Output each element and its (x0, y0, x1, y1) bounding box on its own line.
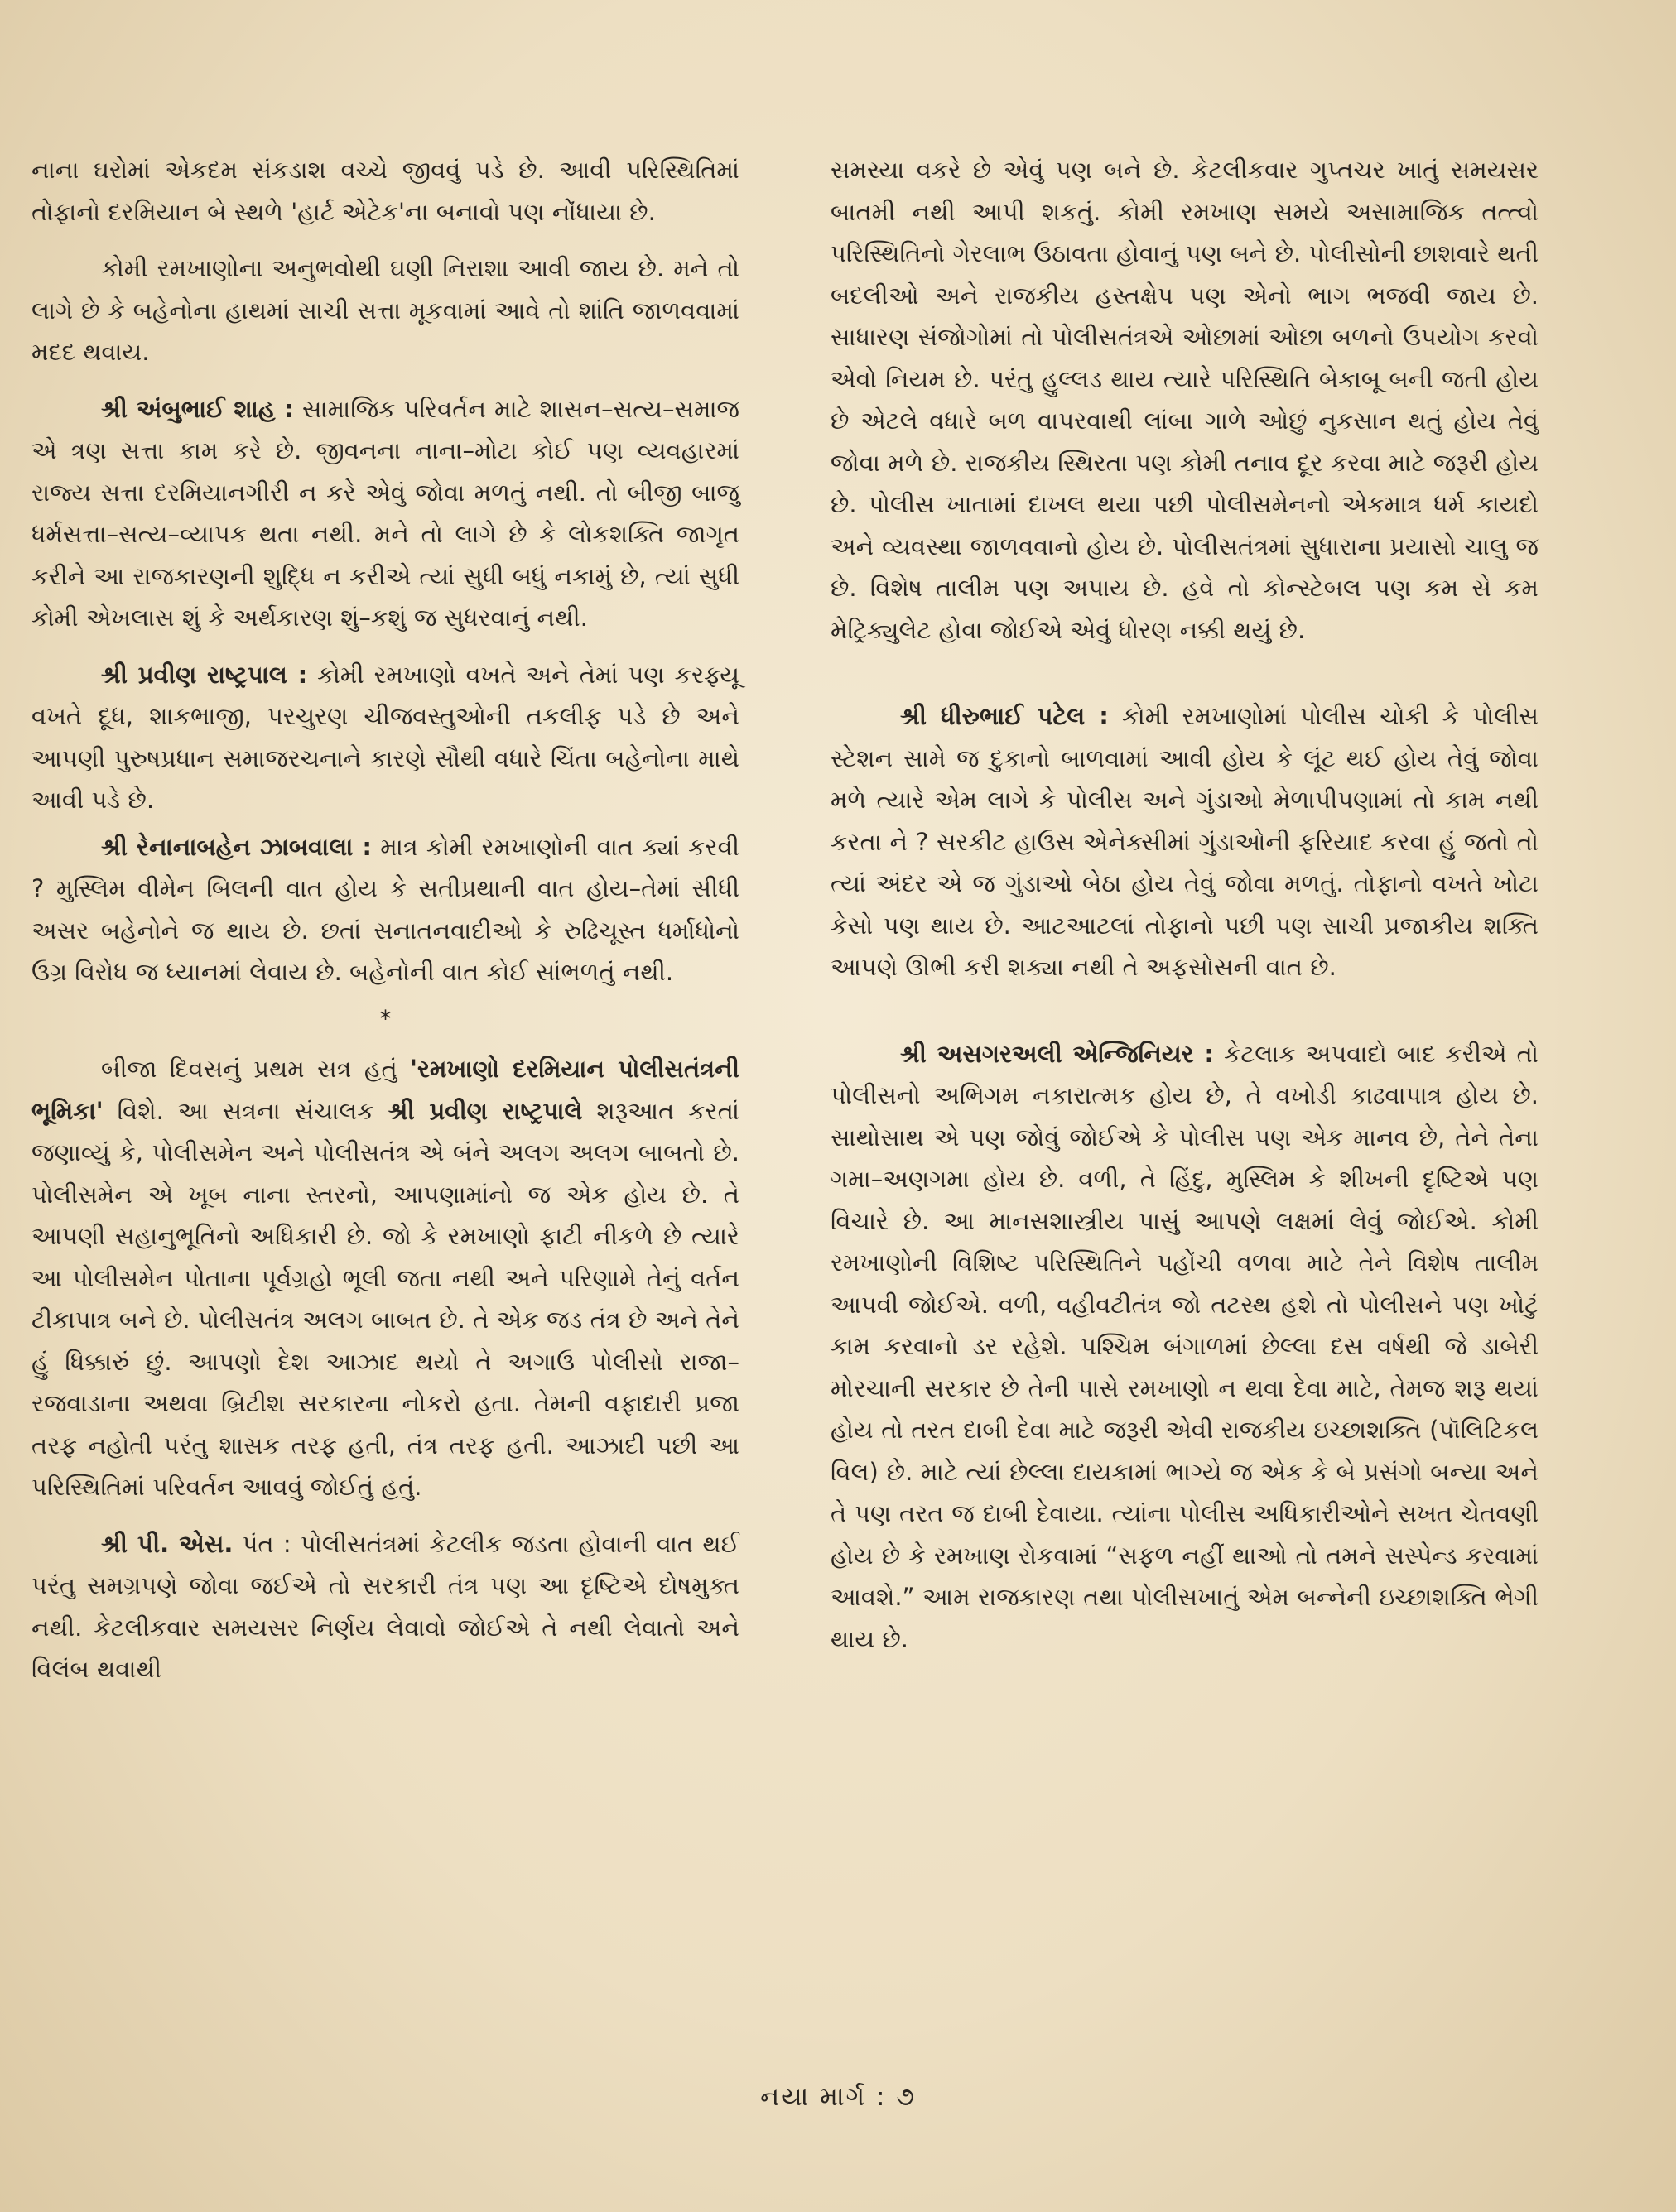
speech-text: કેટલાક અપવાદો બાદ કરીએ તો પોલીસનો અભિગમ નકારાત્મક હોય છે, તે વખોડી કાઢવાપાત્ર હોય છે. સાથોસાથ એ પણ જોવું જોઈએ કે પોલીસ પણ એક માનવ છે, તેને તેના ગમા–અણગમા હોય છે. વળી, તે હિંદુ, મુસ્લિમ કે શીખની દૃષ્ટિએ પણ વિચારે છે. આ માનસશાસ્ત્રીય પાસું આપણે લક્ષમાં લેવું જોઈએ. કોમી રમખાણોની વિશિષ્ટ પરિસ્થિતિને પહોંચી વળવા માટે તેને વિશેષ તાલીમ આપવી જોઈએ. વળી, વહીવટીતંત્ર જો તટસ્થ હશે તો પોલીસને પણ ખોટું કામ કરવાનો ડર રહેશે. પશ્ચિમ બંગાળમાં છેલ્લા દસ વર્ષથી જે ડાબેરી મોરચાની સરકાર છે તેની પાસે રમખાણો ન થવા દેવા માટે, તેમજ શરૂ થયાં હોય તો તરત દાબી દેવા માટે જરૂરી એવી રાજકીય ઇચ્છાશક્તિ (પૉલિટિકલ વિલ) છે. માટે ત્યાં છેલ્લા દાયકામાં ભાગ્યે જ એક કે બે પ્રસંગો બન્યા અને તે પણ તરત જ દાબી દેવાયા. ત્યાંના પોલીસ અધિકારીઓને સખત ચેતવણી હોય છે કે રમખાણ રોકવામાં “સફળ નહીં થાઓ તો તમને સસ્પેન્ડ કરવામાં આવશે.” આમ રાજકારણ તથા પોલીસખાતું એમ બન્નેની ઇચ્છાશક્તિ ભેગી થાય છે. (831, 1039, 1539, 1653)
paragraph-ambubhai (31, 388, 739, 639)
speaker-name: શ્રી ધીરુભાઈ પટેલ : (900, 702, 1109, 730)
right-column (831, 149, 1539, 1665)
session-lead: બીજા દિવસનું પ્રથમ સત્ર હતું (101, 1055, 411, 1083)
speaker-name: શ્રી અસગરઅલી એન્જિનિયર : (900, 1039, 1215, 1068)
session-chair: શ્રી પ્રવીણ રાષ્ટ્રપાલે (388, 1096, 583, 1125)
speaker-name: શ્રી રેનાનાબહેન ઝાબવાલા : (101, 832, 373, 861)
speech-text: માત્ર કોમી રમખાણોની વાત ક્યાં કરવી ? મુસ્લિમ વીમેન બિલની વાત હોય કે સતીપ્રથાની વાત હોય–તેમાં સીધી અસર બહેનોને જ થાય છે. છતાં સનાતનવાદીઓ કે રુઢિચૂસ્ત ધર્માધોનો ઉગ્ર વિરોધ જ ધ્યાનમાં લેવાય છે. બહેનોની વાત કોઈ સાંભળતું નથી. (31, 832, 740, 986)
left-column (31, 149, 739, 1695)
paragraph-pant-continued: સમસ્યા વકરે છે એવું પણ બને છે. કેટલીકવાર ગુપ્તચર ખાતું સમયસર બાતમી નથી આપી શકતું. કોમી રમખાણ સમયે અસામાજિક તત્ત્વો પરિસ્થિતિનો ગેરલાભ ઉઠાવતા હોવાનું પણ બને છે. પોલીસોની છાશવારે થતી બદલીઓ અને રાજકીય હસ્તક્ષેપ પણ એનો ભાગ ભજવી જાય છે. સાધારણ સંજોગોમાં તો પોલીસતંત્રએ ઓછામાં ઓછા બળનો ઉપયોગ કરવો એવો નિયમ છે. પરંતુ હુલ્લડ થાય ત્યારે પરિસ્થિતિ બેકાબૂ બની જતી હોય છે એટલે વધારે બળ વાપરવાથી લાંબા ગાળે ઓછું નુકસાન થતું હોય તેવું જોવા મળે છે. રાજકીય સ્થિરતા પણ કોમી તનાવ દૂર કરવા માટે જરૂરી હોય છે. પોલીસ ખાતામાં દાખલ થયા પછી પોલીસમેનનો એકમાત્ર ધર્મ કાયદો અને વ્યવસ્થા જાળવવાનો હોય છે. પોલીસતંત્રમાં સુધારાના પ્રયાસો ચાલુ જ છે. વિશેષ તાલીમ પણ અપાય છે. હવે તો કોન્સ્ટેબલ પણ કમ સે કમ મેટ્રિક્યુલેટ હોવા જોઈએ એવું ધોરણ નક્કી થયું છે. (831, 156, 1539, 644)
speech-text: કોમી રમખાણોમાં પોલીસ ચોકી કે પોલીસ સ્ટેશન સામે જ દુકાનો બાળવામાં આવી હોય કે લૂંટ થઈ હોય તેવું જોવા મળે ત્યારે એમ લાગે કે પોલીસ અને ગુંડાઓ મેળાપીપણામાં તો કામ નથી કરતા ને ? સરકીટ હાઉસ એનેક્સીમાં ગુંડાઓની ફરિયાદ કરવા હું જતો તો ત્યાં અંદર એ જ ગુંડાઓ બેઠા હોય તેવું જોવા મળતું. તોફાનો વખતે ખોટા કેસો પણ થાય છે. આટઆટલાં તોફાનો પછી પણ સાચી પ્રજાકીય શક્તિ આપણે ઊભી કરી શક્યા નથી તે અફસોસની વાત છે. (831, 702, 1539, 981)
speaker-name: શ્રી પ્રવીણ રાષ્ટ્રપાલ : (101, 660, 308, 689)
speech-text: સામાજિક પરિવર્તન માટે શાસન–સત્ય–સમાજ એ ત્રણ સત્તા કામ કરે છે. જીવનના નાના–મોટા કોઈ પણ વ્યવહારમાં રાજ્ય સત્તા દરમિયાનગીરી ન કરે એવું જોવા મળતું નથી. તો બીજી બાજુ ધર્મસત્તા–સત્ય–વ્યાપક થતા નથી. મને તો લાગે છે કે લોકશક્તિ જાગૃત કરીને આ રાજકારણની શુદ્ધિ ન કરીએ ત્યાં સુધી બધું નકામું છે, ત્યાં સુધી કોમી એખલાસ શું કે અર્થકારણ શું–કશું જ સુધરવાનું નથી. (31, 394, 739, 632)
speech-text: પંત : પોલીસતંત્રમાં કેટલીક જડતા હોવાની વાત થઈ પરંતુ સમગ્રપણે જોવા જઈએ તો સરકારી તંત્ર પણ આ દૃષ્ટિએ દોષમુક્ત નથી. કેટલીકવાર સમયસર નિર્ણય લેવાવો જોઈએ તે નથી લેવાતો અને વિલંબ થવાથી (31, 1529, 740, 1683)
speaker-name: શ્રી અંબુભાઈ શાહ : (101, 394, 294, 423)
section-separator: * (379, 1004, 392, 1032)
paragraph-women-power: કોમી રમખાણોના અનુભવોથી ઘણી નિરાશા આવી જાય છે. મને તો લાગે છે કે બહેનોના હાથમાં સાચી સત્તા મૂકવામાં આવે તો શાંતિ જાળવવામાં મદદ થવાય. (31, 254, 739, 366)
speech-text: શરૂઆત કરતાં જણાવ્યું કે, પોલીસમેન અને પોલીસતંત્ર એ બંને અલગ અલગ બાબતો છે. પોલીસમેન એ ખૂબ નાના સ્તરનો, આપણામાંનો જ એક હોય છે. તે આપણી સહાનુભૂતિનો અધિકારી છે. જો કે રમખાણો ફાટી નીકળે છે ત્યારે આ પોલીસમેન પોતાના પૂર્વગ્રહો ભૂલી જતા નથી અને પરિણામે તેનું વર્તન ટીકાપાત્ર બને છે. પોલીસતંત્ર અલગ બાબત છે. તે એક જડ તંત્ર છે અને તેને હું ધિક્કારું છું. આપણો દેશ આઝાદ થયો તે અગાઉ પોલીસો રાજા–રજવાડાના અથવા બ્રિટીશ સરકારના નોકરો હતા. તેમની વફાદારી પ્રજા તરફ નહોતી પરંતુ શાસક તરફ હતી, તંત્ર તરફ હતી. આઝાદી પછી આ પરિસ્થિતિમાં પરિવર્તન આવવું જોઈતું હતું. (31, 1096, 740, 1501)
paragraph-dhirubhai (831, 695, 1539, 988)
session-title: 'રમખાણો દરમિયાન પોલીસતંત્રની ભૂમિકા' (31, 1055, 740, 1125)
paragraph-pravin (31, 654, 739, 821)
session-mid: વિશે. આ સત્રના સંચાલક (103, 1096, 388, 1125)
paragraph-pant (31, 1523, 739, 1690)
paragraph-renana (31, 826, 739, 993)
speech-text: કોમી રમખાણો વખતે અને તેમાં પણ કરફ્યૂ વખતે દૂધ, શાકભાજી, પરચુરણ ચીજવસ્તુઓની તકલીફ પડે છે અને આપણી પુરુષપ્રધાન સમાજરચનાને કારણે સૌથી વધારે ચિંતા બહેનોના માથે આવી પડે છે. (31, 660, 739, 814)
page-footer: નયા માર્ગ : ૭ (760, 2082, 916, 2112)
paragraph-session-intro (31, 1048, 739, 1508)
speaker-name: શ્રી પી. એસ. (101, 1529, 234, 1558)
paragraph-asgarali (831, 1033, 1539, 1661)
paragraph-continuation: નાના ઘરોમાં એકદમ સંકડાશ વચ્ચે જીવવું પડે છે. આવી પરિસ્થિતિમાં તોફાનો દરમિયાન બે સ્થળે 'હાર્ટ એટેક'ના બનાવો પણ નોંધાયા છે. (31, 156, 739, 226)
